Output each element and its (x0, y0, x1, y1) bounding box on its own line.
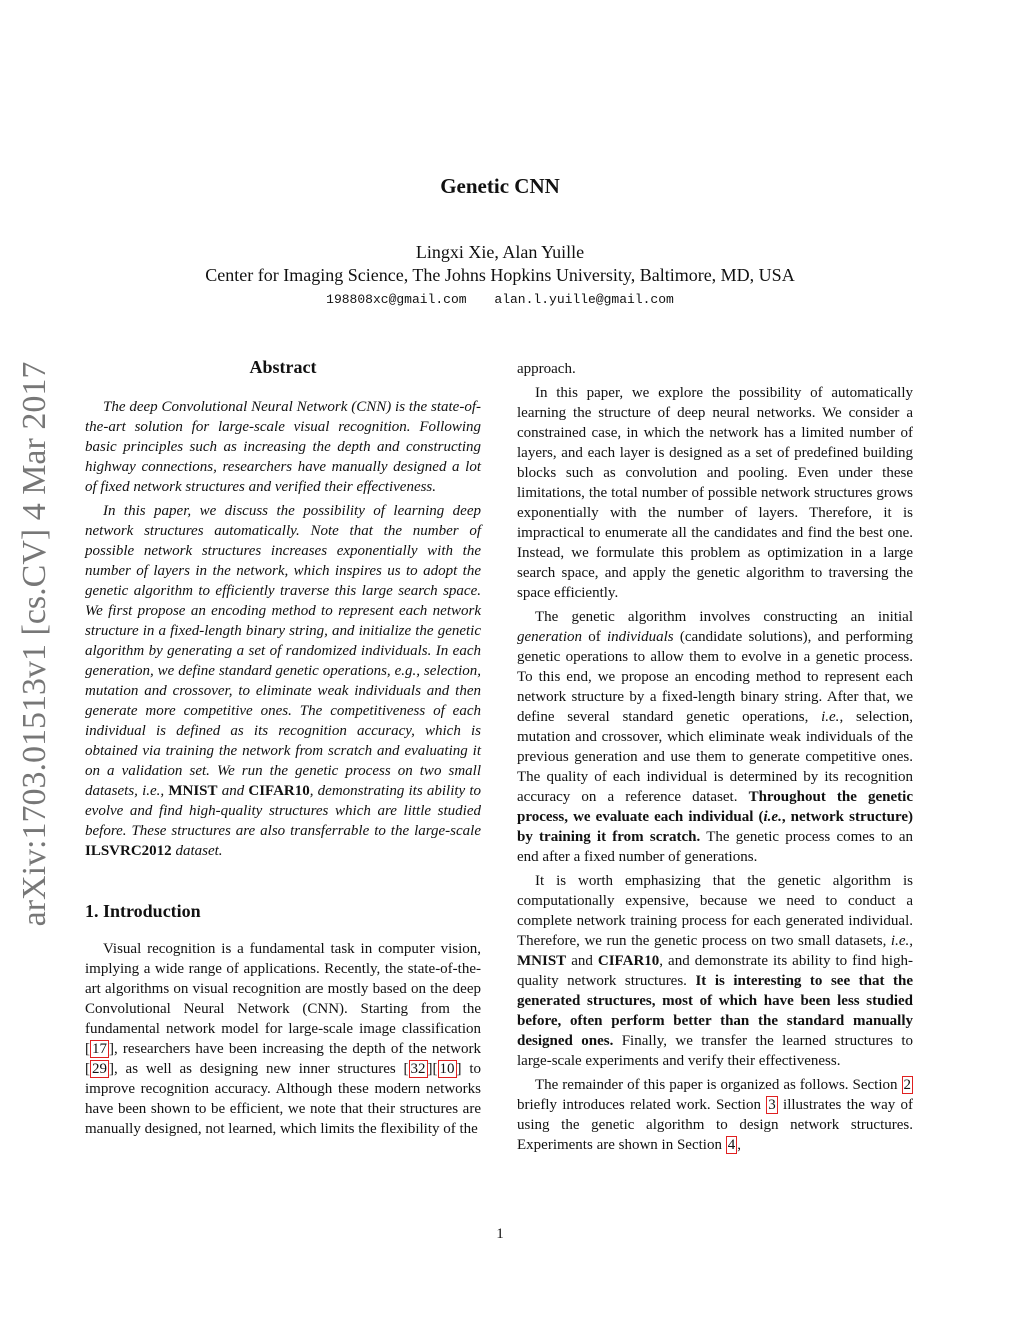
authors: Lingxi Xie, Alan Yuille (415, 242, 585, 262)
section-link-3[interactable]: 3 (768, 1097, 776, 1113)
arxiv-stamp: arXiv:1703.01513v1 [cs.CV] 4 Mar 2017 (16, 361, 53, 927)
abstract-heading: Abstract (249, 357, 317, 377)
emails (0, 292, 1000, 307)
affiliation: Center for Imaging Science, The Johns Hopkins University, Baltimore, MD, USA (205, 265, 795, 285)
page-title: Genetic CNN (440, 174, 560, 198)
citation-29[interactable]: 29 (92, 1061, 107, 1077)
abstract-paragraph-2: In this paper, we discuss the possibility of learning deep network structures automatically. Note that the number of possible network structures increases exponentially with the number of layers in the network, which inspires us to adopt the genetic algorithm to efficiently traverse this large search space. We first propose an encoding method to represent each network structure in a fixed-length binary string, and initialize the genetic algorithm by generating a set of randomized individuals. In each generation, we define standard genetic operations, e.g., selection, mutation and crossover, to eliminate weak individuals and then generate more competitive ones. The competitiveness of each individual is defined as its recognition accuracy, which is obtained via training the network from scratch and evaluating it on a validation set. We run the genetic process on two small datasets, i.e., MNIST and CIFAR10, demonstrating its ability to evolve and find high-quality structures which are little studied before. These structures are also transferrable to the large-scale ILSVRC2012 dataset. (85, 503, 482, 859)
introduction-paragraph-1: Visual recognition is a fundamental task in computer vision, implying a wide range of applications. Recently, the state-of-the-art algorithms on visual recognition are mostly based on the deep Convolutional Neural Network (CNN). Starting from the fundamental network model for large-scale image classification [ 17 ], researchers have been increasing the depth of the network [ 29 ], as well as designing new inner structures [ 32 ][ 10 ] to improve recognition accuracy. Although these modern networks have been shown to be efficient, we note that their structures are manually designed, not learned, which limits the flexibility of the (85, 941, 481, 1137)
right-paragraph-3: It is worth emphasizing that the genetic algorithm is computationally expensive, because we need to conduct a complete network training process for each generated individual. Therefore, we run the genetic process on two small datasets, i.e., MNIST and CIFAR10, and demonstrate its ability to find high-quality network structures. It is interesting to see that the generated structures, most of which have been less studied before, often perform better than the standard manually designed ones. Finally, we transfer the learned structures to large-scale experiments and verify their effectiveness. (517, 873, 914, 1069)
page-number: 1 (496, 1226, 504, 1242)
citation-32[interactable]: 32 (410, 1061, 426, 1077)
citation-17[interactable]: 17 (92, 1041, 107, 1057)
abstract (85, 397, 481, 861)
right-paragraph-4: The remainder of this paper is organized as follows. Section 2 briefly introduces related work. Section 3 illustrates the way of using the genetic algorithm to design network structures. Experiments are shown in Section 4 , (517, 1077, 914, 1153)
introduction-heading: 1. Introduction (85, 901, 201, 921)
left-column (85, 355, 481, 1139)
citation-10[interactable]: 10 (439, 1061, 455, 1077)
right-paragraph-2: The genetic algorithm involves constructing an initial generation of individuals (candidate solutions), and performing genetic operations to allow them to evolve in a genetic process. To this end, we propose an encoding method to represent each network structure by a fixed-length binary string. After that, we define several standard genetic operations, i.e., selection, mutation and crossover, which eliminate weak individuals of the previous generation and use them to generate competitive ones. The quality of each individual is determined by its recognition accuracy on a reference dataset. Throughout the genetic process, we evaluate each individual (i.e., network structure) by training it from scratch. The genetic process comes to an end after a fixed number of generations. (517, 609, 914, 865)
email-2[interactable]: alan.l.yuille@gmail.com (494, 292, 674, 307)
section-link-2[interactable]: 2 (903, 1077, 911, 1093)
right-column (517, 359, 913, 1155)
abstract-paragraph-1: The deep Convolutional Neural Network (CNN) is the state-of-the-art solution for large-scale visual recognition. Following basic principles such as increasing the depth and constructing highway connections, researchers have manually designed a lot of fixed network structures and verified their effectiveness. (85, 399, 481, 495)
right-paragraph-0: approach. (517, 361, 576, 377)
right-paragraph-1: In this paper, we explore the possibility of automatically learning the structure of deep neural networks. We consider a constrained case, in which the network has a limited number of layers, and each layer is designed as a set of predefined building blocks such as convolution and pooling. Even under these limitations, the total number of possible network structures grows exponentially with the number of layers. Therefore, it is impractical to enumerate all the candidates and find the best one. Instead, we formulate this problem as optimization in a large search space, and apply the genetic algorithm to traversing the space efficiently. (517, 385, 913, 601)
email-1[interactable]: 198808xc@gmail.com (326, 292, 467, 307)
section-link-4[interactable]: 4 (727, 1137, 736, 1153)
